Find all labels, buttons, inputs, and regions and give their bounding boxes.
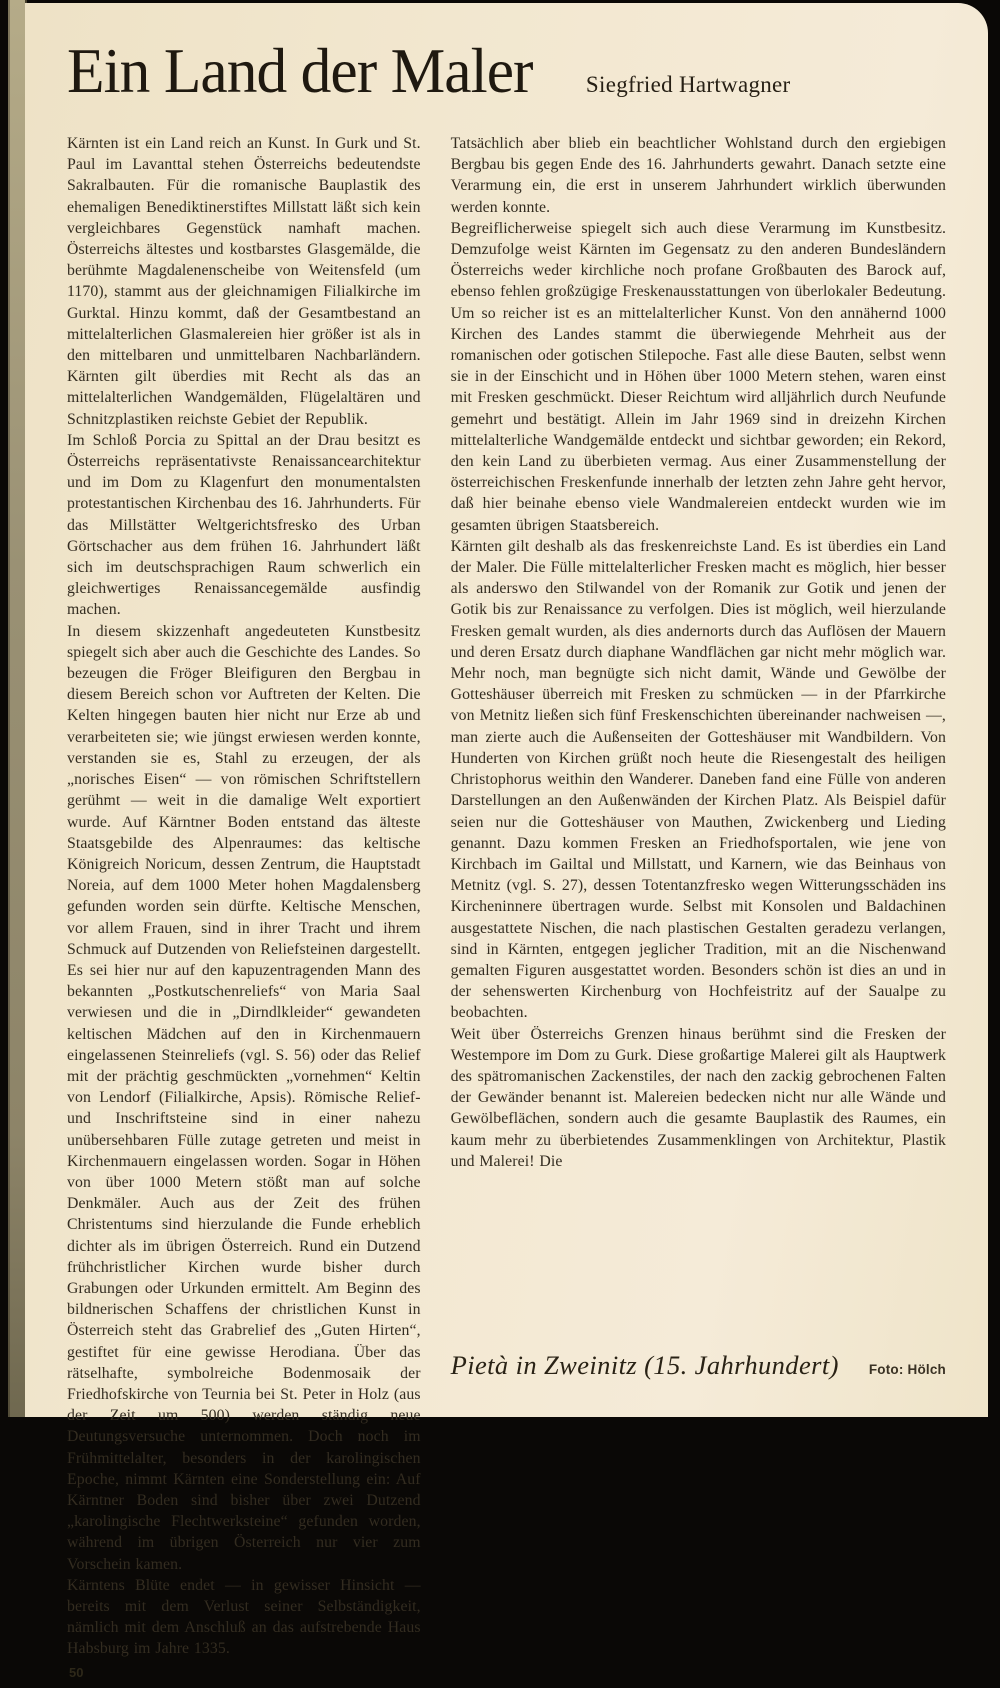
article-author: Siegfried Hartwagner: [585, 72, 791, 97]
right-column: [451, 133, 946, 1395]
left-column: [67, 133, 421, 1680]
book-page: [25, 3, 988, 1680]
paragraph: In diesem skizzenhaft angedeuteten Kunstbesitz spiegelt sich aber auch die Geschichte des Landes. So bezeugen die Fröger Bleifiguren den Bergbau in diesem Bereich schon vor Auftreten der Kelten. Die Kelten hingegen bauten hier nicht nur Erze ab und verarbeiteten sie; wie jüngst erwiesen werden konnte, verstanden sie es, Stahl zu erzeugen, der als „norisches Eisen“ — von römischen Schriftstellern gerühmt — weit in die damalige Welt exportiert wurde. Auf Kärntner Boden entstand das älteste Staatsgebilde des Alpenraumes: das keltische Königreich Noricum, dessen Zentrum, die Hauptstadt Noreia, auf dem 1000 Meter hohen Magdalensberg gefunden worden sein dürfte. Keltische Menschen, vor allem Frauen, sind in ihrer Tracht und ihrem Schmuck auf Dutzenden von Reliefsteinen dargestellt. Es sei hier nur auf den kapuzentragenden Mann des bekannten „Postkutschenreliefs“ von Maria Saal verwiesen und die in „Dirndlkleider“ gewandeten keltischen Mädchen auf den in Kirchenmauern eingelassenen Steinreliefs (vgl. S. 56) oder das Relief mit der prächtig geschmückten „vornehmen“ Keltin von Lendorf (Filialkirche, Apsis). Römische Relief- und Inschriftsteine sind in einer nahezu unübersehbaren Fülle zutage getreten und meist in Kirchenmauern eingelassen worden. Sogar in Höhen von über 1000 Metern stößt man auf solche Denkmäler. Auch aus der Zeit des frühen Christentums sind hierzulande die Funde erheblich dichter als im übrigen Österreich. Rund ein Dutzend frühchristlicher Kirchen wurde bisher durch Grabungen oder Urkunden ermittelt. Am Beginn des bildnerischen Schaffens der christlichen Kunst in Österreich steht das Grabrelief des „Guten Hirten“, gestiftet für eine gewisse Herodiana. Über das rätselhafte, symbolreiche Bodenmosaik der Friedhofskirche von Teurnia bei St. Peter in Holz (aus der Zeit um 500) werden ständig neue Deutungsversuche unternommen. Doch noch im Frühmittelalter, besonders in der karolingischen Epoche, nimmt Kärnten eine Sonderstellung ein: Auf Kärntner Boden sind bisher über zwei Dutzend „karolingische Flechtwerksteine“ gefunden worden, während im übrigen Österreich nur vier zum Vorschein kamen.: [67, 622, 421, 1573]
paragraph: Kärntens Blüte endet — in gewisser Hinsicht — bereits mit dem Verlust seiner Selbständigkeit, nämlich mit dem Anschluß an das aufstrebende Haus Habsburg im Jahre 1335.: [67, 1576, 421, 1658]
paragraph: Kärnten ist ein Land reich an Kunst. In Gurk und St. Paul im Lavanttal stehen Österreichs bedeutendste Sakralbauten. Für die romanische Bauplastik des ehemaligen Benediktinerstiftes Millstatt läßt sich kein vergleichbares Gegenstück namhaft machen. Österreichs ältestes und kostbarstes Glasgemälde, die berühmte Magdalenenscheibe von Weitensfeld (um 1170), stammt aus der gleichnamigen Filialkirche im Gurktal. Hinzu kommt, daß der Gesamtbestand an mittelalterlichen Glasmalereien hier größer ist als in den mittelbaren und unmittelbaren Nachbarländern. Kärnten gilt überdies mit Recht als das an mittelalterlichen Wandgemälden, Flügelaltären und Schnitzplastiken reichste Gebiet der Republik.: [67, 135, 421, 428]
paragraph: Kärnten gilt deshalb als das freskenreichste Land. Es ist überdies ein Land der Maler. Die Fülle mittelalterlicher Fresken macht es möglich, hier besser als anderswo den Stilwandel von der Romanik zur Gotik und jenen der Gotik bis zur Renaissance zu verfolgen. Dies ist möglich, weil hierzulande Fresken gemalt wurden, als dies andernorts durch das Auflösen der Mauern und deren Ersatz durch diaphane Wandflächen gar nicht mehr möglich war. Mehr noch, man begnügte sich nicht damit, Wände und Gewölbe der Gotteshäuser überreich mit Fresken zu schmücken — in der Pfarrkirche von Metnitz ließen sich fünf Freskenschichten übereinander nachweisen —, man zierte auch die Außenseiten der Gotteshäuser mit Wandbildern. Von Hunderten von Kirchen grüßt noch heute die Riesengestalt des heiligen Christophorus weithin den Wanderer. Daneben fand eine Fülle von anderen Darstellungen an den Außenwänden der Kirchen Platz. Als Beispiel dafür seien nur die Gotteshäuser von Mauthen, Zwickenberg und Lieding genannt. Dazu kommen Fresken an Friedhofsportalen, wie jene von Kirchbach im Gailtal und Millstatt, und Karnern, wie das Beinhaus von Metnitz (vgl. S. 27), dessen Totentanzfresko wegen Witterungsschäden ins Kircheninnere übertragen wurde. Selbst mit Konsolen und Baldachinen ausgestattete Nischen, die nach plastischen Gestalten geradezu verlangen, sind in Kärnten, entgegen jeglicher Tradition, mit an die Nischenwand gemalten Figuren ausgestattet worden. Besonders schön ist dies an und in der sehenswerten Kirchenburg von Hochfeistritz auf der Saualpe zu beobachten.: [450, 537, 946, 1022]
article-title: Ein Land der Maler: [67, 35, 533, 106]
page-number: 50: [69, 1664, 84, 1680]
photo-caption: Pietà in Zweinitz (15. Jahrhundert): [450, 1350, 839, 1380]
paragraph: Tatsächlich aber blieb ein beachtlicher Wohlstand durch den ergiebigen Bergbau bis gegen Ende des 16. Jahrhunderts gewahrt. Danach setzte eine Verarmung ein, die erst in unserem Jahrhundert wirklich überwunden werden konnte.: [450, 135, 946, 216]
paragraph: Begreiflicherweise spiegelt sich auch diese Verarmung im Kunstbesitz. Demzufolge weist Kärnten im Gegensatz zu den anderen Bundesländern Österreichs weder kirchliche noch profane Großbauten des Barock auf, ebenso fehlen großzügige Freskenausstattungen von überlokaler Bedeutung. Um so reicher ist es an mittelalterlicher Kunst. Von den annähernd 1000 Kirchen des Landes stammt die überwiegende Mehrheit aus der romanischen oder gotischen Stilepoche. Fast alle diese Bauten, selbst wenn sie in der Einschicht und in Höhen über 1000 Metern stehen, waren einst mit Fresken geschmückt. Dieser Reichtum wird alljährlich durch Neufunde gemehrt und bestätigt. Allein im Jahr 1969 sind in dreizehn Kirchen mittelalterliche Wandgemälde entdeckt und sichtbar geworden; ein Rekord, den kein Land zu überbieten vermag. Aus einer Zusammenstellung der österreichischen Freskenfunde innerhalb der letzten zehn Jahre geht hervor, daß hier beinahe ebenso viele Wandmalereien entdeckt wurden wie im gesamten übrigen Staatsbereich.: [450, 219, 946, 534]
page-content: [25, 3, 988, 1680]
left-column-footer: [67, 1660, 421, 1688]
title-row: [67, 35, 946, 106]
text-columns: [67, 133, 946, 1680]
right-column-footer: [451, 1340, 946, 1395]
right-column-text: [451, 133, 946, 1340]
left-column-text: [67, 133, 421, 1660]
paragraph: Weit über Österreichs Grenzen hinaus berühmt sind die Fresken der Westempore im Dom zu Gurk. Diese großartige Malerei gilt als Hauptwerk des spätromanischen Zackenstiles, der nach den zackig gebrochenen Falten der Gewänder benannt ist. Malereien bedecken nicht nur alle Wände und Gewölbeflächen, sondern auch die gesamte Bauplastik des Raumes, ein kaum mehr zu überbietendes Zusammenklingen von Architektur, Plastik und Malerei! Die: [450, 1025, 946, 1170]
paragraph: Im Schloß Porcia zu Spittal an der Drau besitzt es Österreichs repräsentativste Renaissancearchitektur und im Dom zu Klagenfurt den monumentalsten protestantischen Kirchenbau des 16. Jahrhunderts. Für das Millstätter Weltgerichtsfresko des Urban Görtschacher aus dem frühen 16. Jahrhundert läßt sich im deutschsprachigen Raum schwerlich ein gleichwertiges Renaissancegemälde ausfindig machen.: [67, 431, 421, 619]
photo-credit: Foto: Hölch: [868, 1362, 946, 1377]
caption-row: [451, 1340, 946, 1395]
